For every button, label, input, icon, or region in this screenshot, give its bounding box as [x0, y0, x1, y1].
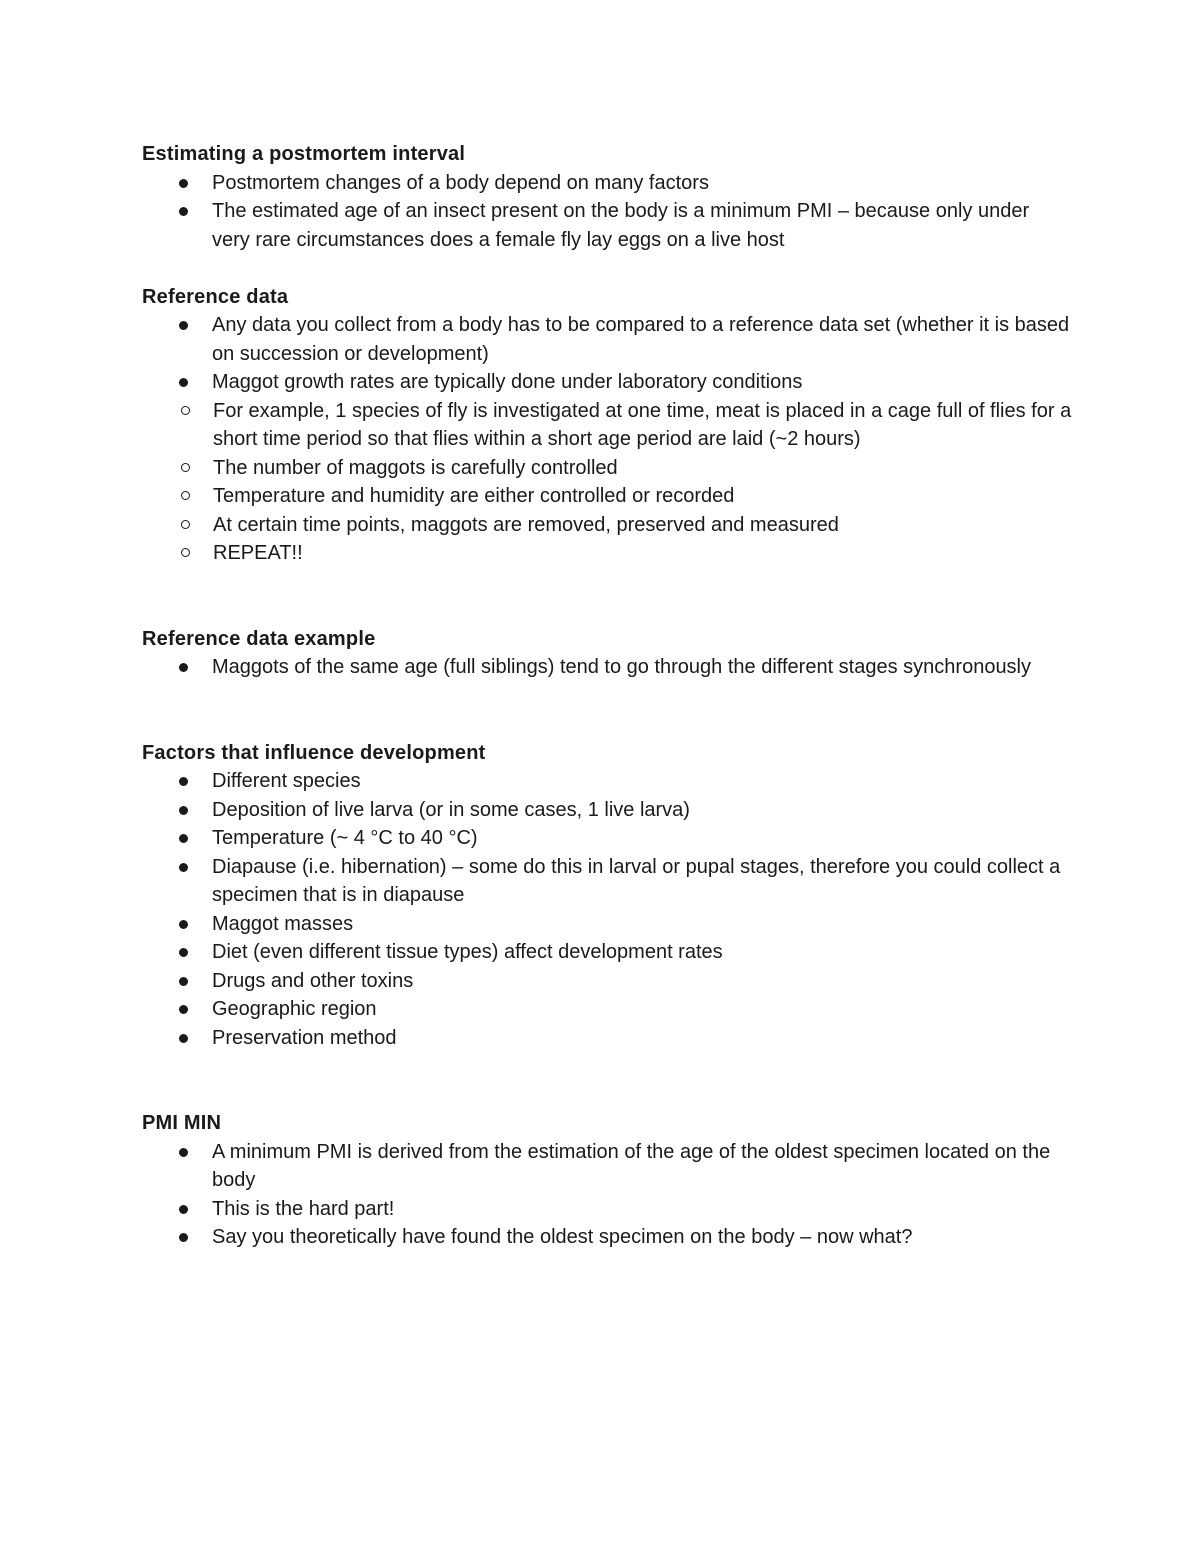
spacer	[142, 1052, 1072, 1109]
spacer	[142, 254, 1072, 283]
list-item: Maggot growth rates are typically done under laboratory conditions	[142, 368, 1072, 397]
list-item: A minimum PMI is derived from the estimation of the age of the oldest specimen located on the body	[142, 1138, 1072, 1195]
list-item: Postmortem changes of a body depend on many factors	[142, 169, 1072, 198]
sub-list-item: Temperature and humidity are either controlled or recorded	[142, 482, 1072, 511]
section-reference-data	[142, 283, 1072, 568]
list-item: Preservation method	[142, 1024, 1072, 1053]
bullet-list	[142, 767, 1072, 1052]
list-item: Maggots of the same age (full siblings) tend to go through the different stages synchronously	[142, 653, 1072, 682]
sub-list-item: At certain time points, maggots are removed, preserved and measured	[142, 511, 1072, 540]
list-item: Drugs and other toxins	[142, 967, 1072, 996]
list-item: This is the hard part!	[142, 1195, 1072, 1224]
list-item: Geographic region	[142, 995, 1072, 1024]
section-heading: Reference data example	[142, 627, 376, 650]
list-item: Temperature (~ 4 °C to 40 °C)	[142, 824, 1072, 853]
list-item: Different species	[142, 767, 1072, 796]
sub-list-item: REPEAT!!	[142, 539, 1072, 568]
section-heading: Factors that influence development	[142, 741, 486, 764]
list-item: Deposition of live larva (or in some cases, 1 live larva)	[142, 796, 1072, 825]
spacer	[142, 568, 1072, 625]
section-heading: PMI MIN	[142, 1112, 222, 1134]
sub-bullet-list	[142, 397, 1072, 568]
section-pmi-min	[142, 1109, 1072, 1252]
bullet-list	[142, 653, 1072, 682]
section-estimating-pmi	[142, 140, 1072, 254]
list-item: Say you theoretically have found the oldest specimen on the body – now what?	[142, 1223, 1072, 1252]
section-heading: Reference data	[142, 285, 289, 308]
list-item: Maggot masses	[142, 910, 1072, 939]
sub-list-item: For example, 1 species of fly is investigated at one time, meat is placed in a cage full of flies for a short time period so that flies within a short age period are laid (~2 hours)	[142, 397, 1072, 454]
bullet-list	[142, 1138, 1072, 1252]
spacer	[142, 682, 1072, 739]
list-item: Diet (even different tissue types) affect development rates	[142, 938, 1072, 967]
section-reference-data-example	[142, 625, 1072, 682]
list-item: The estimated age of an insect present on the body is a minimum PMI – because only under very rare circumstances does a female fly lay eggs on a live host	[142, 197, 1072, 254]
list-item: Any data you collect from a body has to be compared to a reference data set (whether it is based on succession or development)	[142, 311, 1072, 368]
bullet-list	[142, 311, 1072, 397]
bullet-list	[142, 169, 1072, 255]
document-page	[142, 140, 1072, 1252]
list-item: Diapause (i.e. hibernation) – some do this in larval or pupal stages, therefore you could collect a specimen that is in diapause	[142, 853, 1072, 910]
sub-list-item: The number of maggots is carefully controlled	[142, 454, 1072, 483]
section-heading: Estimating a postmortem interval	[142, 143, 466, 165]
section-factors-development	[142, 739, 1072, 1053]
